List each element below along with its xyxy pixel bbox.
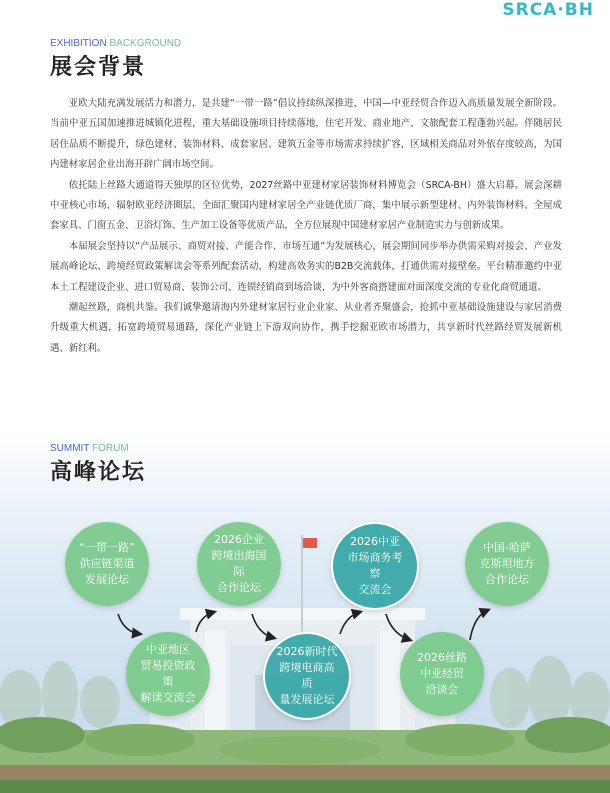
forum-line: 中亚经贸: [420, 667, 464, 680]
section-label-part1: SUMMIT: [50, 443, 90, 454]
forum-line: 合作论坛: [485, 573, 529, 586]
forum-line: 量发展论坛: [279, 693, 335, 706]
forum-line: 解读交流会: [140, 691, 196, 704]
paragraph: 本届展会坚持以“产品展示、商贸对接、产能合作、市场互通”为发展核心，展会期间同步举办供需采购对接会、产业发展高峰论坛、跨境经贸政策解读会等系列配套活动，构建高效务实的B2B交流载体，打通供需对接壁垒。平台精准邀约中亚本土工程建设企业、进口贸易商、装饰公司、连锁经销商到场洽谈，为中外客商搭建面对面深度交流的专业化商贸通道。: [50, 240, 562, 293]
section-label-part2: BACKGROUND: [106, 38, 182, 49]
forum-line: 发展论坛: [85, 573, 129, 586]
forum-line: 克斯坦地方: [479, 557, 535, 570]
forum-line: 跨境出海国际: [211, 549, 267, 578]
section-label-part2: FORUM: [89, 443, 129, 454]
paragraph: 依托陆上丝路大通道得天独厚的区位优势，2027丝路中亚建材家居装饰材料博览会（SRCA-BH）盛大启幕。展会深耕中亚核心市场，辐射欧亚经济圈层，全面汇聚国内建材家居全产业链优质厂商，集中展示新型建材、内外装饰材料、全屋成套家具、门窗五金、卫浴灯饰、生产加工设备等优质产品，全方位展现中国建材家居产业制造实力与创新成果。: [50, 179, 562, 232]
forum-line: 合作论坛: [217, 581, 261, 594]
forum-line: 洽谈会: [425, 683, 459, 696]
forum-circle-silk-road: [400, 632, 484, 716]
section-label-exhibition: [50, 38, 181, 49]
section-title-forum: 高峰论坛: [50, 460, 147, 485]
forum-circle-policy: [126, 632, 210, 716]
forum-line: 供应链渠道: [79, 557, 135, 570]
forum-circle-china-kazakhstan: [465, 522, 549, 606]
forum-line: 2026企业: [214, 533, 264, 546]
forum-circle-ecommerce: [263, 632, 351, 720]
paragraph: 亚欧大陆充满发展活力和潜力，是共建“一带一路”倡议持续纵深推进，中国—中亚经贸合作迈入高质量发展全新阶段。当前中亚五国加速推进城镇化进程，重大基础设施项目持续落地，住宅开发、商业地产、文旅配套工程蓬勃兴起。伴随居民居住品质不断提升，绿色建材、装饰材料、成套家居、建筑五金等市场需求持续扩容，区域相关商品对外依存度较高，为国内建材家居企业出海开辟广阔市场空间。: [50, 98, 562, 171]
forum-line: 交流会: [358, 583, 392, 596]
forum-line: 贸易投资政策: [140, 659, 196, 688]
forum-line: 2026中亚: [350, 535, 400, 548]
forum-circle-market-visit: [331, 522, 419, 610]
section-title-background: 展会背景: [50, 55, 147, 80]
forum-line: 2026丝路: [417, 651, 467, 664]
forum-line: “一带一路”: [79, 541, 135, 554]
forum-line: 市场商务考察: [347, 551, 403, 580]
forum-line: 2026新时代: [276, 645, 338, 658]
forum-line: 中国-哈萨: [483, 541, 531, 554]
section-label-summit: [50, 443, 129, 454]
brand-logo: SRCA·BH: [502, 0, 594, 20]
background-text: [50, 94, 562, 359]
forum-circle-enterprise: [197, 522, 281, 606]
forum-circle-belt-road: [65, 522, 149, 606]
forum-line: 跨境电商高质: [279, 661, 335, 690]
forum-line: 中亚地区: [146, 643, 190, 656]
paragraph: 潮起丝路，商机共鉴。我们诚挚邀请海内外建材家居行业企业家、从业者齐聚盛会，抢抓中亚基础设施建设与家居消费升级重大机遇，拓宽跨境贸易通路，深化产业链上下游双向协作，携手挖掘亚欧市场潜力，共享新时代丝路经贸发展新机遇、新红利。: [50, 302, 562, 354]
section-label-part1: EXHIBITION: [50, 38, 107, 49]
